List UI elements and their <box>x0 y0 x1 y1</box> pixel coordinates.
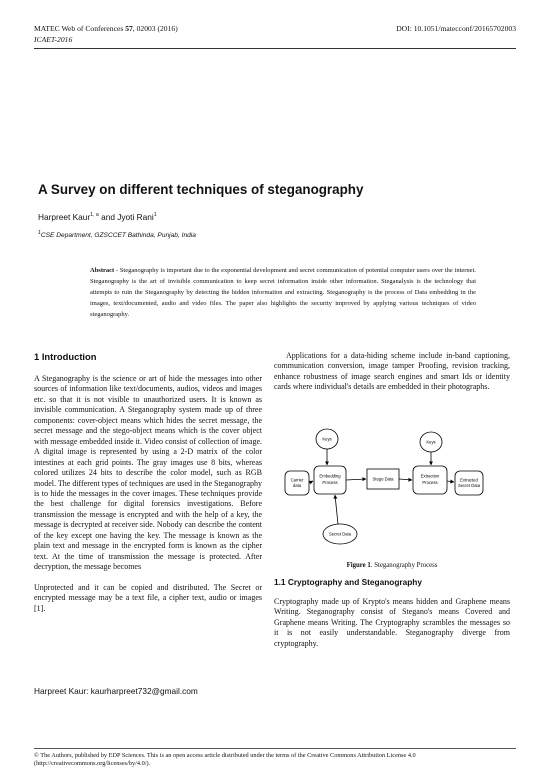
extracted-label: Secret Data <box>457 483 481 488</box>
page-header <box>34 24 516 44</box>
embedding-label: Process <box>322 480 338 485</box>
subsection-heading: 1.1 Cryptography and Steganography <box>274 577 422 587</box>
left-column <box>34 351 262 624</box>
arrow-secret-to-embedding <box>335 495 338 524</box>
extraction-label: Extraction <box>420 473 440 479</box>
author-name: Harpreet Kaur <box>38 212 91 222</box>
abstract-text: - Steganography is important due to the exponential development and secret communication of potential computer users over the internet. Steganography is the art of invisible communication to keep secret information inside other information. Steganalysis is the technology that attempts to ruin the Steganography by detecting the hidden information and extracting. Steganography is the process of Data embedding in the images, text/documented, audio and video files. The paper also highlights the security improved by applying various techniques of video steganography. <box>90 267 476 318</box>
author-list <box>38 212 157 222</box>
conference-name: ICAET-2016 <box>34 35 73 44</box>
figure-caption-label: Figure 1 <box>346 562 371 569</box>
arrow-extraction-to-extracted <box>447 481 454 482</box>
abstract-label: Abstract <box>90 267 115 274</box>
author-connector: and <box>98 212 118 222</box>
author-superscript: 1, a <box>90 212 99 219</box>
paper-title: A Survey on different techniques of steganography <box>38 182 364 197</box>
keys-label: Keys <box>322 436 332 442</box>
keys-label: Keys <box>426 439 436 445</box>
extracted-label: Extracted <box>460 477 478 483</box>
body-paragraph: A Steganography is the science or art of hide the messages into other sources of information like text/documents, audios, videos and images etc. so that it is not visible to unauthorized users. It is known as invisible communication. A Steganography system made up of three components: cover-object means which hides the secret message, the secret message and the stego-object means which is the cover object with message embedded inside it. Video consist of collection of image. A digital image is represented by using a 2-D matrix of the color intestines at each grid points. The gray images use 8 bits, whereas colored utilizes 24 bits to describe the color model, such as RGB model. The different types of techniques are used in the Steganography is to hide the messages in the cover images. These techniques provide the best challenge for digital forensics investigations. Before transmission the message is encrypted and with the help of a key, the message is decrypted at receiver side. Nobody can describe the content of the key except one having the key. The message is known as the plain text and message in the encrypted form is known as the cipher text. At the time of transmission the message is protected. After decryption, the message becomes <box>34 374 262 572</box>
arrow-embedding-to-stego <box>346 479 366 480</box>
doi-text[interactable]: DOI: 10.1051/matecconf/20165702003 <box>396 24 516 33</box>
figure-caption <box>274 562 510 569</box>
author-email[interactable]: Harpreet Kaur: kaurharpreet732@gmail.com <box>34 686 198 696</box>
footer-divider <box>34 748 516 749</box>
abstract <box>90 266 476 321</box>
extraction-label: Process <box>422 480 438 485</box>
carrier-label: data <box>292 483 302 488</box>
figure-caption-text: . Steganography Process <box>370 562 438 569</box>
arrow-carrier-to-embedding <box>309 481 313 483</box>
volume-number: 57 <box>125 24 133 33</box>
section-heading: 1 Introduction <box>34 351 97 362</box>
carrier-label: Carrier <box>290 477 304 483</box>
right-column-top <box>274 351 510 403</box>
body-paragraph: Cryptography made up of Krypto's means hidden and Graphene means Writing. Steganography consist of Stegano's means Covered and Graphene means Writing. The Cryptography scrambles the messages so it is not easily understandable. Steganography diverge from cryptography. <box>274 597 510 648</box>
header-divider <box>34 48 516 49</box>
embedding-label: Embedding <box>319 473 341 479</box>
body-paragraph: Applications for a data-hiding scheme include in-band captioning, communication conversion, image tamper Proofing, revision tracking, enhance robustness of image search engines and smart Ids or identity cards where individual's details are embedded in their photographs. <box>274 351 510 392</box>
author-superscript: 1 <box>153 212 157 219</box>
body-paragraph: Unprotected and it can be copied and distributed. The Secret or encrypted message may be a text file, a cipher text, audio or images [1]. <box>34 582 262 613</box>
right-column-bottom <box>274 577 510 659</box>
stego-label: Stego Data <box>372 476 394 482</box>
author-name: Jyoti Rani <box>117 212 154 222</box>
license-footer: © The Authors, published by EDP Sciences. This is an open access article distributed under the terms of the Creative Commons Attribution License 4.0 (http://creativecommons.org/licenses/by/4.0/). <box>34 752 416 768</box>
secret-label: Secret Data <box>328 531 352 537</box>
steganography-process-diagram <box>283 426 505 558</box>
arrow-stego-to-extraction <box>399 479 412 480</box>
affiliation: $^1$CSE Department, GZSCCET Bathinda, Punjab, India <box>38 230 196 240</box>
journal-citation: MATEC Web of Conferences 57, 02003 (2016) <box>34 24 178 33</box>
